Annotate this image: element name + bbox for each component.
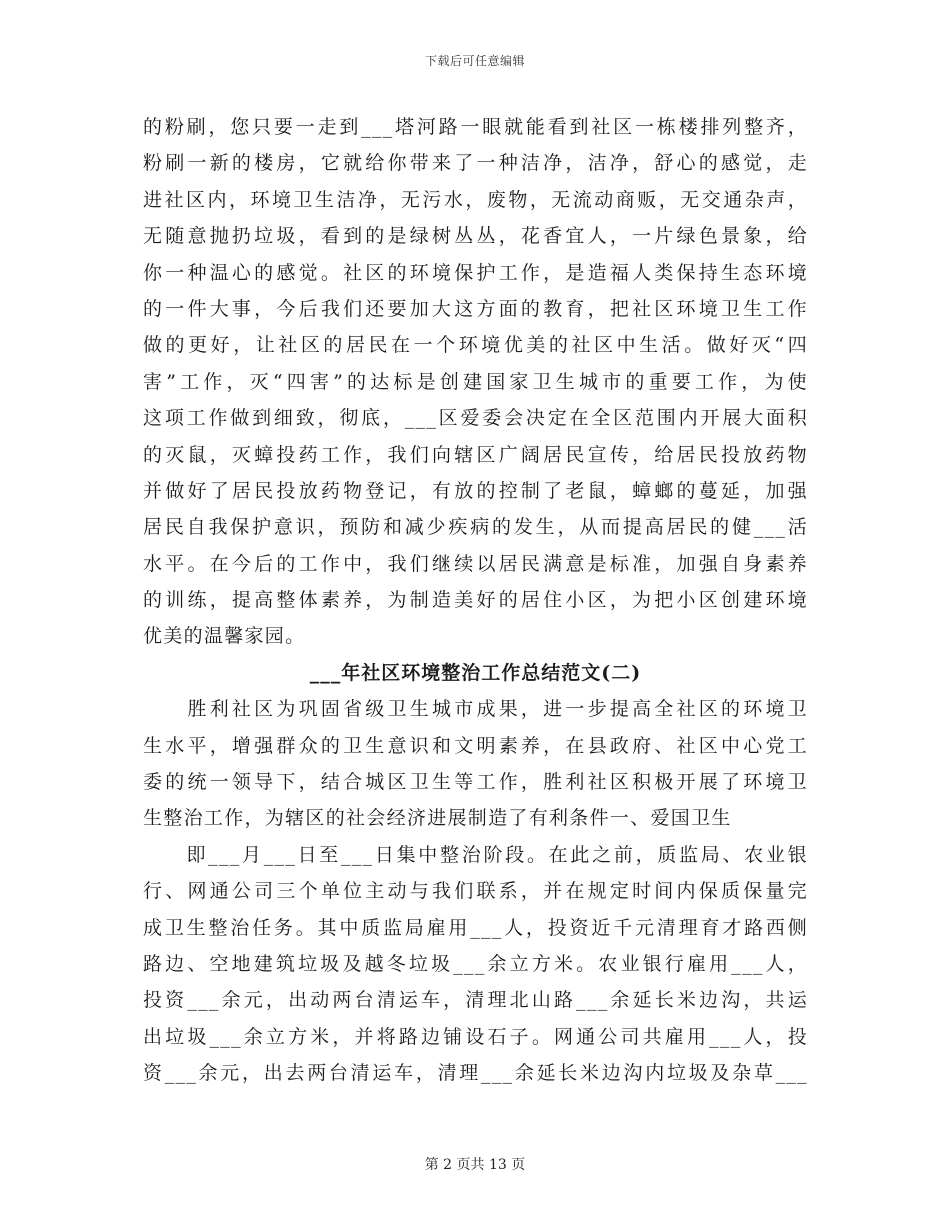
text-line: 害”工作，灭“四害”的达标是创建国家卫生城市的重要工作，为使 (143, 370, 808, 393)
text-line: 无随意抛扔垃圾，看到的是绿树丛丛，花香宜人，一片绿色景象，给 (143, 225, 808, 248)
text-line: 即___月___日至___日集中整治阶段。在此之前，质监局、农业银 (143, 843, 808, 866)
text-line: 优美的温馨家园。 (143, 625, 306, 648)
text-line: 资___余元，出去两台清运车，清理___余延长米边沟内垃圾及杂草___ (143, 1062, 808, 1085)
text-line: 胜利社区为巩固省级卫生城市成果，进一步提高全社区的环境卫 (143, 698, 808, 721)
section-title: ___年社区环境整治工作总结范文(二) (309, 661, 642, 684)
text-line: 并做好了居民投放药物登记，有放的控制了老鼠，蟑螂的蔓延，加强 (143, 479, 808, 502)
page-header: 下载后可任意编辑 (424, 54, 525, 68)
text-line: 这项工作做到细致，彻底，___区爱委会决定在全区范围内开展大面积 (143, 407, 808, 430)
text-line: 出垃圾___余立方米，并将路边铺设石子。网通公司共雇用___人，投 (143, 1025, 808, 1048)
text-line: 的粉刷，您只要一走到___塔河路一眼就能看到社区一栋楼排列整齐， (143, 116, 808, 138)
text-line: 路边、空地建筑垃圾及越冬垃圾___余立方米。农业银行雇用___人， (143, 952, 808, 975)
text-line: 的训练，提高整体素养，为制造美好的居住小区，为把小区创建环境 (143, 589, 808, 612)
text-line: 你一种温心的感觉。社区的环境保护工作，是造福人类保持生态环境 (143, 261, 808, 284)
text-line: 居民自我保护意识，预防和减少疾病的发生，从而提高居民的健___活 (143, 516, 808, 539)
text-line: 做的更好，让社区的居民在一个环境优美的社区中生活。做好灭“四 (143, 334, 808, 357)
text-line: 粉刷一新的楼房，它就给你带来了一种洁净，洁净，舒心的感觉，走 (143, 152, 808, 175)
text-line: 投资___余元，出动两台清运车，清理北山路___余延长米边沟，共运 (143, 989, 808, 1012)
paragraph-1 (143, 109, 808, 655)
document-body (143, 109, 808, 1092)
page-footer: 第 2 页共 13 页 (424, 1157, 526, 1173)
text-line: 生整治工作，为辖区的社会经济进展制造了有利条件一、爱国卫生 (143, 807, 732, 830)
text-line: 的灭鼠，灭蟑投药工作，我们向辖区广阔居民宣传，给居民投放药物 (143, 443, 808, 466)
text-line: 委的统一领导下，结合城区卫生等工作，胜利社区积极开展了环境卫 (143, 771, 808, 794)
text-line: 进社区内，环境卫生洁净，无污水，废物，无流动商贩，无交通杂声， (143, 188, 808, 211)
text-line: 行、网通公司三个单位主动与我们联系，并在规定时间内保质保量完 (143, 880, 808, 903)
text-line: 成卫生整治任务。其中质监局雇用___人，投资近千元清理育才路西侧 (143, 916, 808, 939)
paragraph-3 (143, 837, 808, 1092)
text-line: 水平。在今后的工作中，我们继续以居民满意是标准，加强自身素养 (143, 552, 808, 575)
paragraph-2 (143, 691, 808, 837)
text-line: 生水平，增强群众的卫生意识和文明素养，在县政府、社区中心党工 (143, 734, 808, 757)
text-line: 的一件大事，今后我们还要加大这方面的教育，把社区环境卫生工作 (143, 297, 808, 320)
